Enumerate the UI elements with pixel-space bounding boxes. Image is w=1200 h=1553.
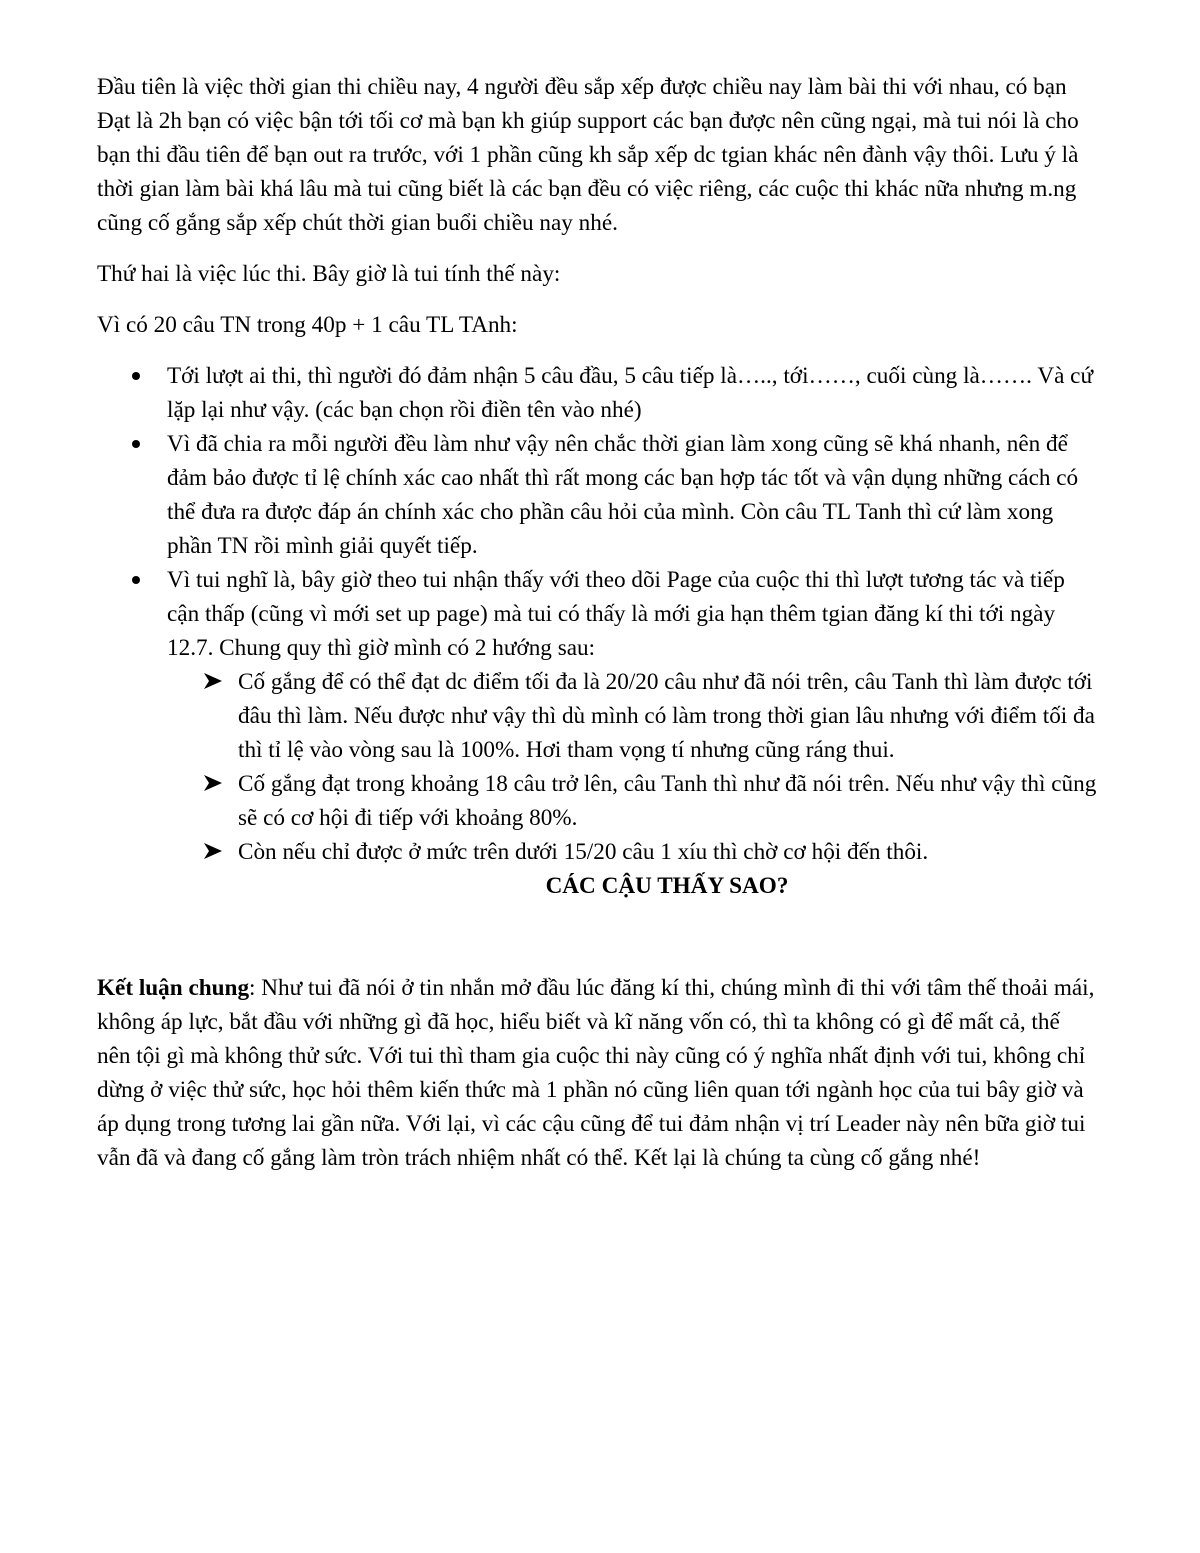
bullet-dot-icon xyxy=(132,372,140,380)
sub-list-item xyxy=(97,665,1097,767)
conclusion-label: Kết luận chung xyxy=(97,975,250,1001)
list-item xyxy=(97,427,1097,563)
list-item-text: Tới lượt ai thi, thì người đó đảm nhận 5 câu đầu, 5 câu tiếp là….., tới……, cuối cùng là……. Và cứ lặp lại như vậy. (các bạn chọn rồi điền tên vào nhé) xyxy=(167,363,1094,423)
sub-list-item-text: Cố gắng đạt trong khoảng 18 câu trở lên, câu Tanh thì như đã nói trên. Nếu như vậy thì cũng sẽ có cơ hội đi tiếp với khoảng 80%. xyxy=(238,771,1097,831)
bullet-dot-icon xyxy=(132,440,140,448)
arrowhead-bullet-icon xyxy=(203,665,225,699)
sub-list-item xyxy=(97,767,1097,835)
sub-list-item xyxy=(97,835,1097,869)
arrowhead-bullet-icon xyxy=(203,767,225,801)
sub-list-item-text: Cố gắng để có thể đạt dc điểm tối đa là 20/20 câu như đã nói trên, câu Tanh thì làm được tới đâu thì làm. Nếu được như vậy thì dù mình có làm trong thời gian lâu nhưng với điểm tối đa thì tỉ lệ vào vòng sau là 100%. Hơi tham vọng tí nhưng cũng ráng thui. xyxy=(238,669,1095,763)
paragraph-schedule: Đầu tiên là việc thời gian thi chiều nay, 4 người đều sắp xếp được chiều nay làm bài thi với nhau, có bạn Đạt là 2h bạn có việc bận tới tối cơ mà bạn kh giúp support các bạn được nên cũng ngại, mà tui nói là cho bạn thi đầu tiên để bạn out ra trước, với 1 phần cũng kh sắp xếp dc tgian khác nên đành vậy thôi. Lưu ý là thời gian làm bài khá lâu mà tui cũng biết là các bạn đều có việc riêng, các cuộc thi khác nữa nhưng m.ng cũng cố gắng sắp xếp chút thời gian buổi chiều nay nhé. xyxy=(97,74,1079,236)
list-item-text: Vì đã chia ra mỗi người đều làm như vậy nên chắc thời gian làm xong cũng sẽ khá nhanh, nên để đảm bảo được tỉ lệ chính xác cao nhất thì rất mong các bạn hợp tác tốt và vận dụng những cách có thể đưa ra được đáp án chính xác cho phần câu hỏi của mình. Còn câu TL Tanh thì cứ làm xong phần TN rồi mình giải quyết tiếp. xyxy=(167,431,1079,559)
bullet-dot-icon xyxy=(132,576,140,584)
list-item-text: Vì tui nghĩ là, bây giờ theo tui nhận thấy với theo dõi Page của cuộc thi thì lượt tương tác và tiếp cận thấp (cũng vì mới set up page) mà tui có thấy là mới gia hạn thêm tgian đăng kí thi tới ngày 12.7. Chung quy thì giờ mình có 2 hướng sau: xyxy=(167,567,1065,661)
section-heading: CÁC CẬU THẤY SAO? xyxy=(545,873,789,899)
paragraph-exam-plan: Thứ hai là việc lúc thi. Bây giờ là tui tính thế này: xyxy=(97,261,561,287)
paragraph-conclusion xyxy=(97,971,1097,1175)
arrowhead-bullet-icon xyxy=(203,835,225,869)
list-item xyxy=(97,563,1097,869)
document-page xyxy=(97,70,1097,1175)
sub-list-item-text: Còn nếu chỉ được ở mức trên dưới 15/20 câu 1 xíu thì chờ cơ hội đến thôi. xyxy=(238,839,929,865)
conclusion-text: : Như tui đã nói ở tin nhắn mở đầu lúc đăng kí thi, chúng mình đi thi với tâm thế thoải mái, không áp lực, bắt đầu với những gì đã học, hiểu biết và kĩ năng vốn có, thì ta không có gì để mất cả, thế nên tội gì mà không thử sức. Với tui thì tham gia cuộc thi này cũng có ý nghĩa nhất định với tui, không chỉ dừng ở việc thử sức, học hỏi thêm kiến thức mà 1 phần nó cũng liên quan tới ngành học của tui bây giờ và áp dụng trong tương lai gần nữa. Với lại, vì các cậu cũng để tui đảm nhận vị trí Leader này nên bữa giờ tui vẫn đã và đang cố gắng làm tròn trách nhiệm nhất có thể. Kết lại là chúng ta cùng cố gắng nhé! xyxy=(97,975,1095,1171)
paragraph-question-count: Vì có 20 câu TN trong 40p + 1 câu TL TAnh: xyxy=(97,312,518,338)
list-item xyxy=(97,359,1097,427)
bullet-list xyxy=(97,359,1097,869)
sub-bullet-list xyxy=(97,665,1097,869)
